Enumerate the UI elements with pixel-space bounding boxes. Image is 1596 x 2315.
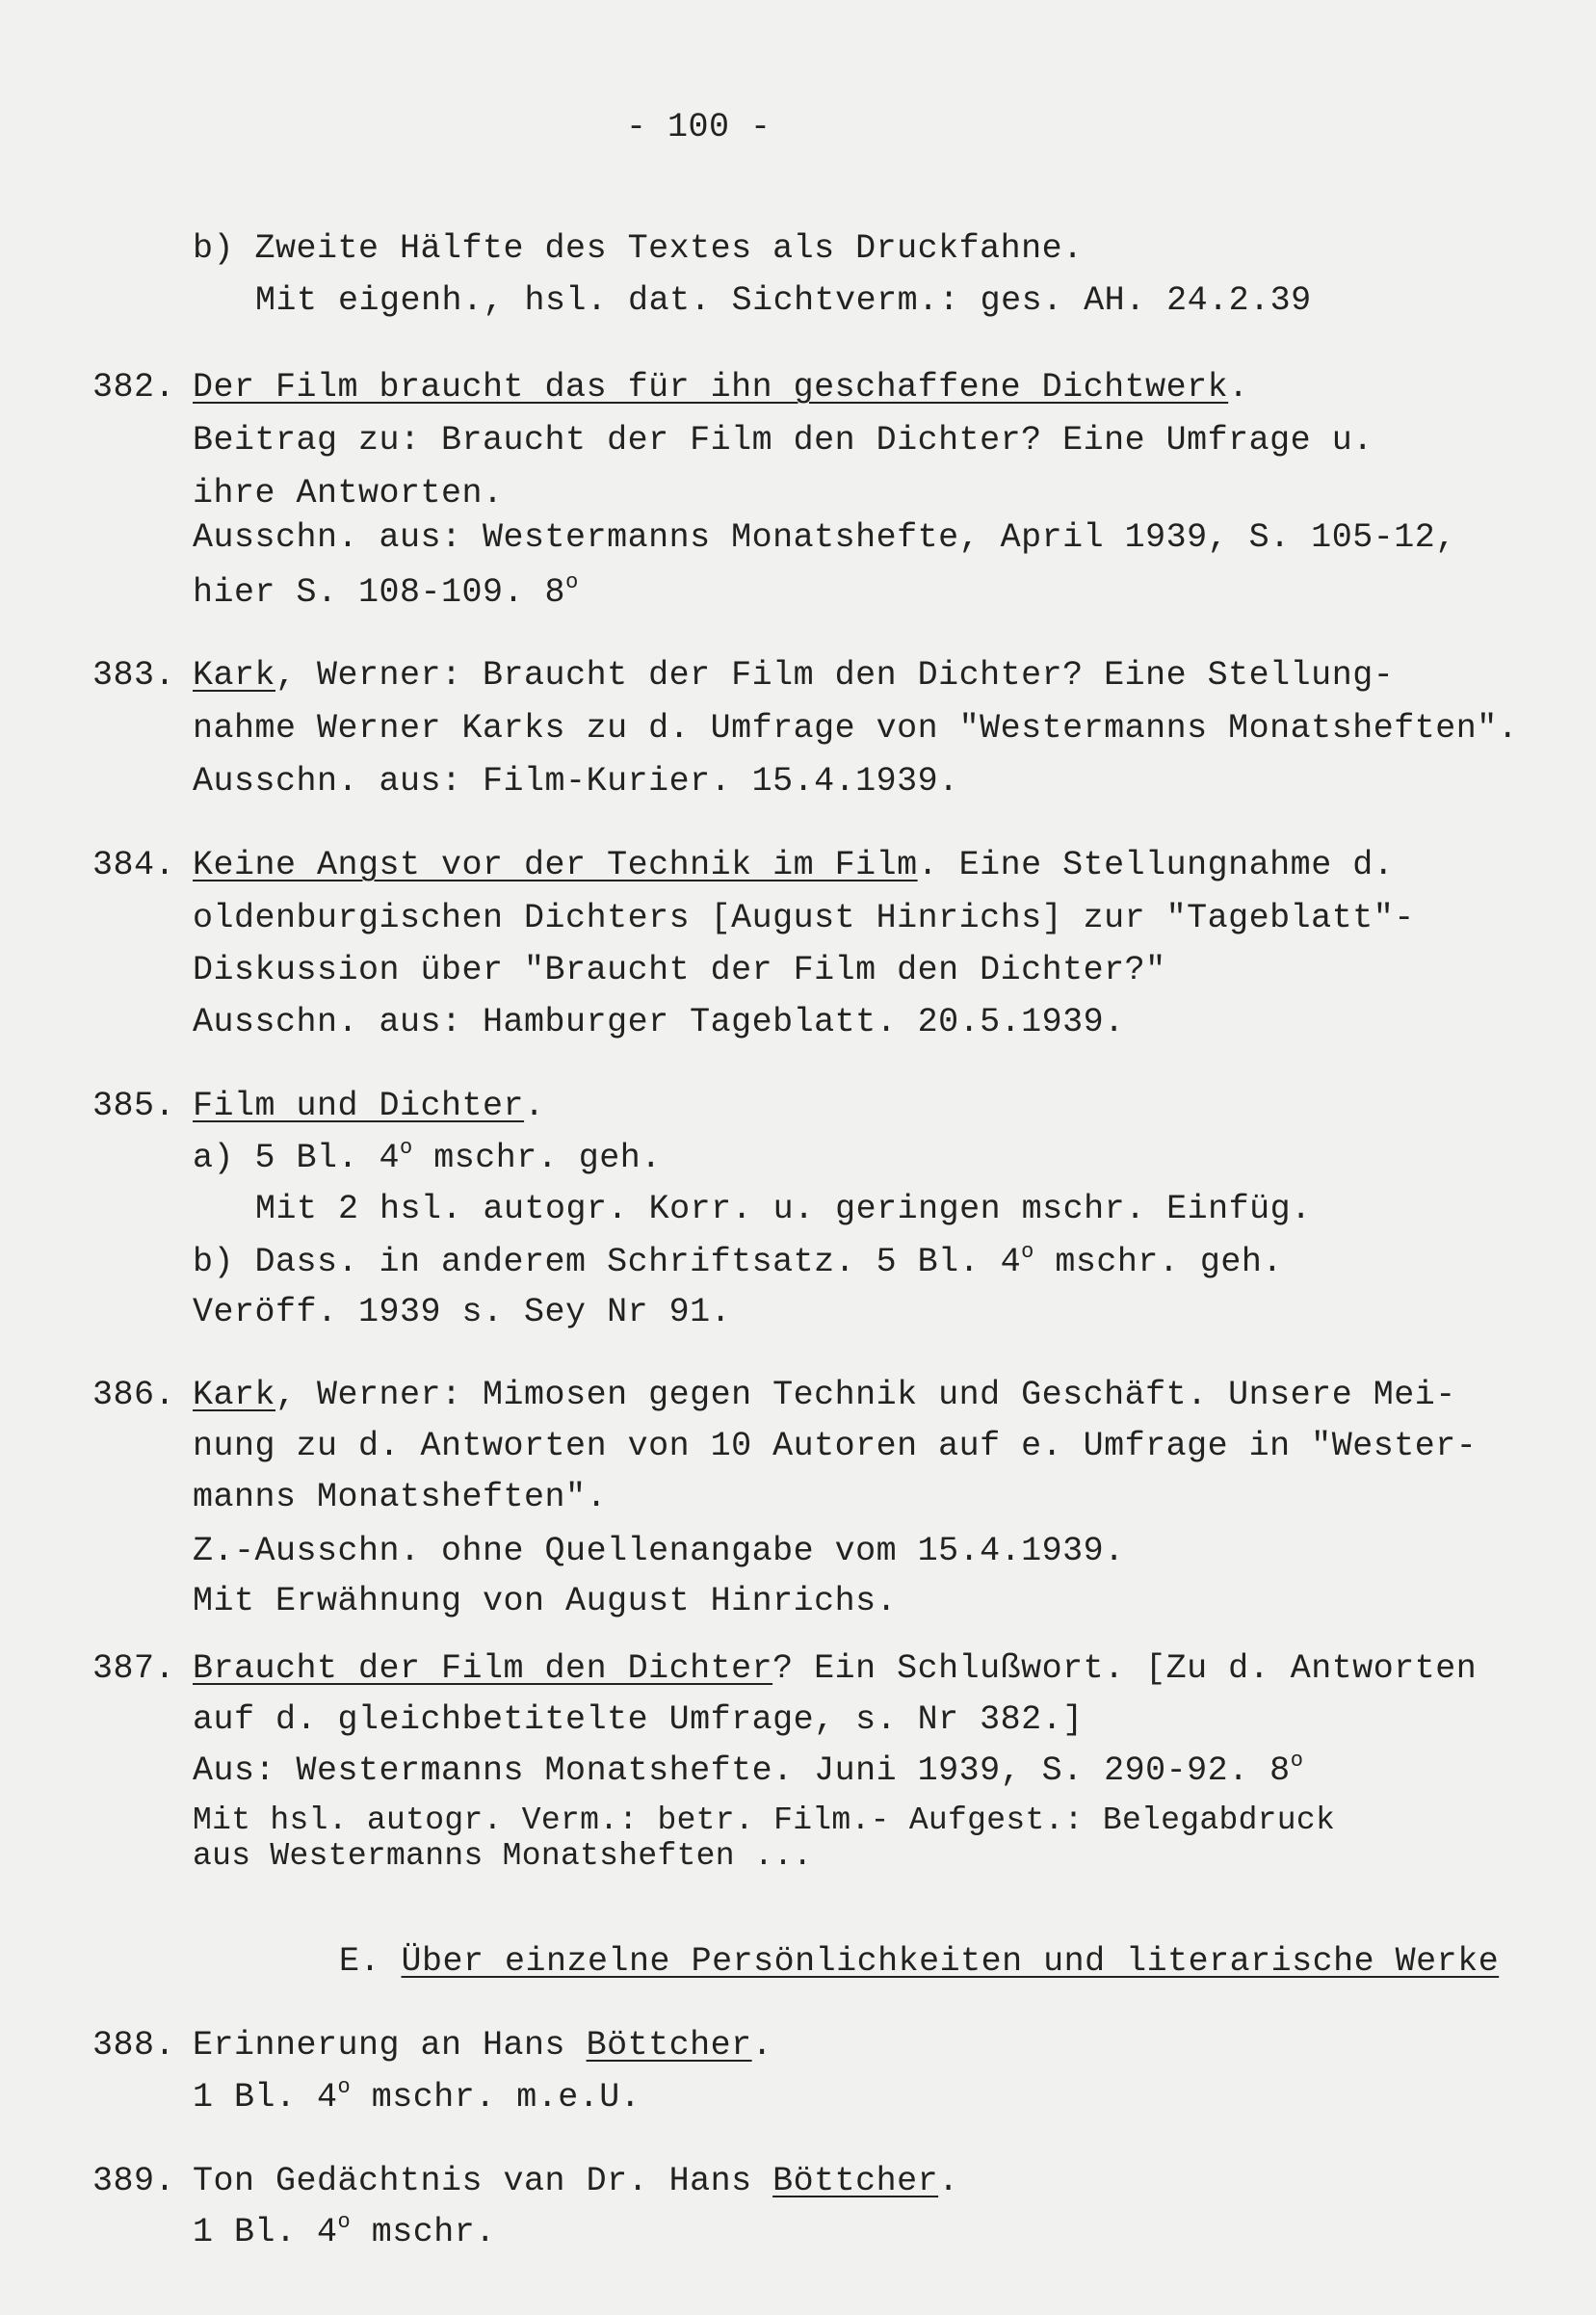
entry-385-line-b: b) Dass. in anderem Schriftsatz. 5 Bl. 4$^o$ mschr. geh. — [193, 1240, 1283, 1281]
entry-386-number: 386. — [92, 1376, 176, 1414]
entry-385-number: 385. — [92, 1087, 176, 1125]
entry-382-line-5: hier S. 108-109. 8$^o$ — [193, 570, 579, 612]
entry-387-line-4: Mit hsl. autogr. Verm.: betr. Film.- Aufgest.: Belegabdruck — [193, 1802, 1336, 1838]
entry-385-line-a: a) 5 Bl. 4$^o$ mschr. geh. — [193, 1136, 662, 1177]
entry-386-line-5: Mit Erwähnung von August Hinrichs. — [193, 1582, 898, 1620]
entry-387-title: Braucht der Film den Dichter — [193, 1649, 773, 1688]
entry-383-line-1: Kark, Werner: Braucht der Film den Dichter? Eine Stellung- — [193, 656, 1395, 695]
entry-384-line-3: Diskussion über "Braucht der Film den Dichter?" — [193, 951, 1166, 989]
section-prefix: E. — [339, 1942, 402, 1981]
intro-line-1: b) Zweite Hälfte des Textes als Druckfahne. — [193, 229, 1084, 268]
entry-385-line-5: Veröff. 1939 s. Sey Nr 91. — [193, 1293, 732, 1331]
entry-387-line-2: auf d. gleichbetitelte Umfrage, s. Nr 382.] — [193, 1700, 1084, 1739]
entry-387-line-3: Aus: Westermanns Monatshefte. Juni 1939, S. 290-92. 8$^o$ — [193, 1749, 1304, 1790]
entry-383-author: Kark — [193, 656, 276, 695]
entry-383-line-3: Ausschn. aus: Film-Kurier. 15.4.1939. — [193, 762, 959, 801]
entry-382-line-1: Der Film braucht das für ihn geschaffene Dichtwerk. — [193, 368, 1249, 407]
section-heading — [339, 1942, 1499, 1981]
entry-383-number: 383. — [92, 656, 176, 695]
entry-389-number: 389. — [92, 2162, 176, 2200]
page-number: - 100 - — [626, 108, 772, 146]
entry-386-line-2: nung zu d. Antworten von 10 Autoren auf e. Umfrage in "Wester- — [193, 1427, 1478, 1465]
entry-382-number: 382. — [92, 368, 176, 407]
entry-386-author: Kark — [193, 1376, 276, 1414]
entry-382-title: Der Film braucht das für ihn geschaffene Dichtwerk — [193, 368, 1229, 407]
entry-389-name: Böttcher — [772, 2162, 939, 2200]
entry-383-line-2: nahme Werner Karks zu d. Umfrage von "Westermanns Monatsheften". — [193, 709, 1519, 748]
entry-382-line-3: ihre Antworten. — [193, 474, 504, 513]
entry-382-line-4: Ausschn. aus: Westermanns Monatshefte, April 1939, S. 105-12, — [193, 518, 1456, 557]
entry-385-title: Film und Dichter — [193, 1087, 525, 1125]
entry-388-line-2: 1 Bl. 4$^o$ mschr. m.e.U. — [193, 2075, 641, 2117]
entry-386-line-1: Kark, Werner: Mimosen gegen Technik und Geschäft. Unsere Mei- — [193, 1376, 1456, 1414]
entry-384-title: Keine Angst vor der Technik im Film — [193, 846, 918, 884]
intro-line-2: Mit eigenh., hsl. dat. Sichtverm.: ges. AH. 24.2.39 — [255, 281, 1312, 320]
entry-387-line-1: Braucht der Film den Dichter? Ein Schlußwort. [Zu d. Antworten — [193, 1649, 1478, 1688]
entry-382-line-2: Beitrag zu: Braucht der Film den Dichter? Eine Umfrage u. — [193, 421, 1374, 460]
entry-384-line-1: Keine Angst vor der Technik im Film. Eine Stellungnahme d. — [193, 846, 1395, 884]
section-title: Über einzelne Persönlichkeiten und literarische Werke — [401, 1942, 1500, 1981]
entry-389-line-2: 1 Bl. 4$^o$ mschr. — [193, 2210, 496, 2251]
entry-384-line-4: Ausschn. aus: Hamburger Tageblatt. 20.5.1939. — [193, 1003, 1125, 1041]
entry-384-number: 384. — [92, 846, 176, 884]
entry-385-line-a2: Mit 2 hsl. autogr. Korr. u. geringen mschr. Einfüg. — [255, 1190, 1312, 1228]
entry-384-line-2: oldenburgischen Dichters [August Hinrichs] zur "Tageblatt"- — [193, 899, 1415, 937]
entry-387-number: 387. — [92, 1649, 176, 1688]
entry-389-line-1: Ton Gedächtnis van Dr. Hans Böttcher. — [193, 2162, 959, 2200]
entry-386-line-3: manns Monatsheften". — [193, 1478, 608, 1516]
entry-388-name: Böttcher — [586, 2026, 752, 2065]
entry-385-line-1: Film und Dichter. — [193, 1087, 545, 1125]
entry-388-number: 388. — [92, 2026, 176, 2065]
entry-386-line-4: Z.-Ausschn. ohne Quellenangabe vom 15.4.1939. — [193, 1532, 1125, 1570]
entry-387-line-5: aus Westermanns Monatsheften ... — [193, 1838, 813, 1874]
entry-388-line-1: Erinnerung an Hans Böttcher. — [193, 2026, 773, 2065]
